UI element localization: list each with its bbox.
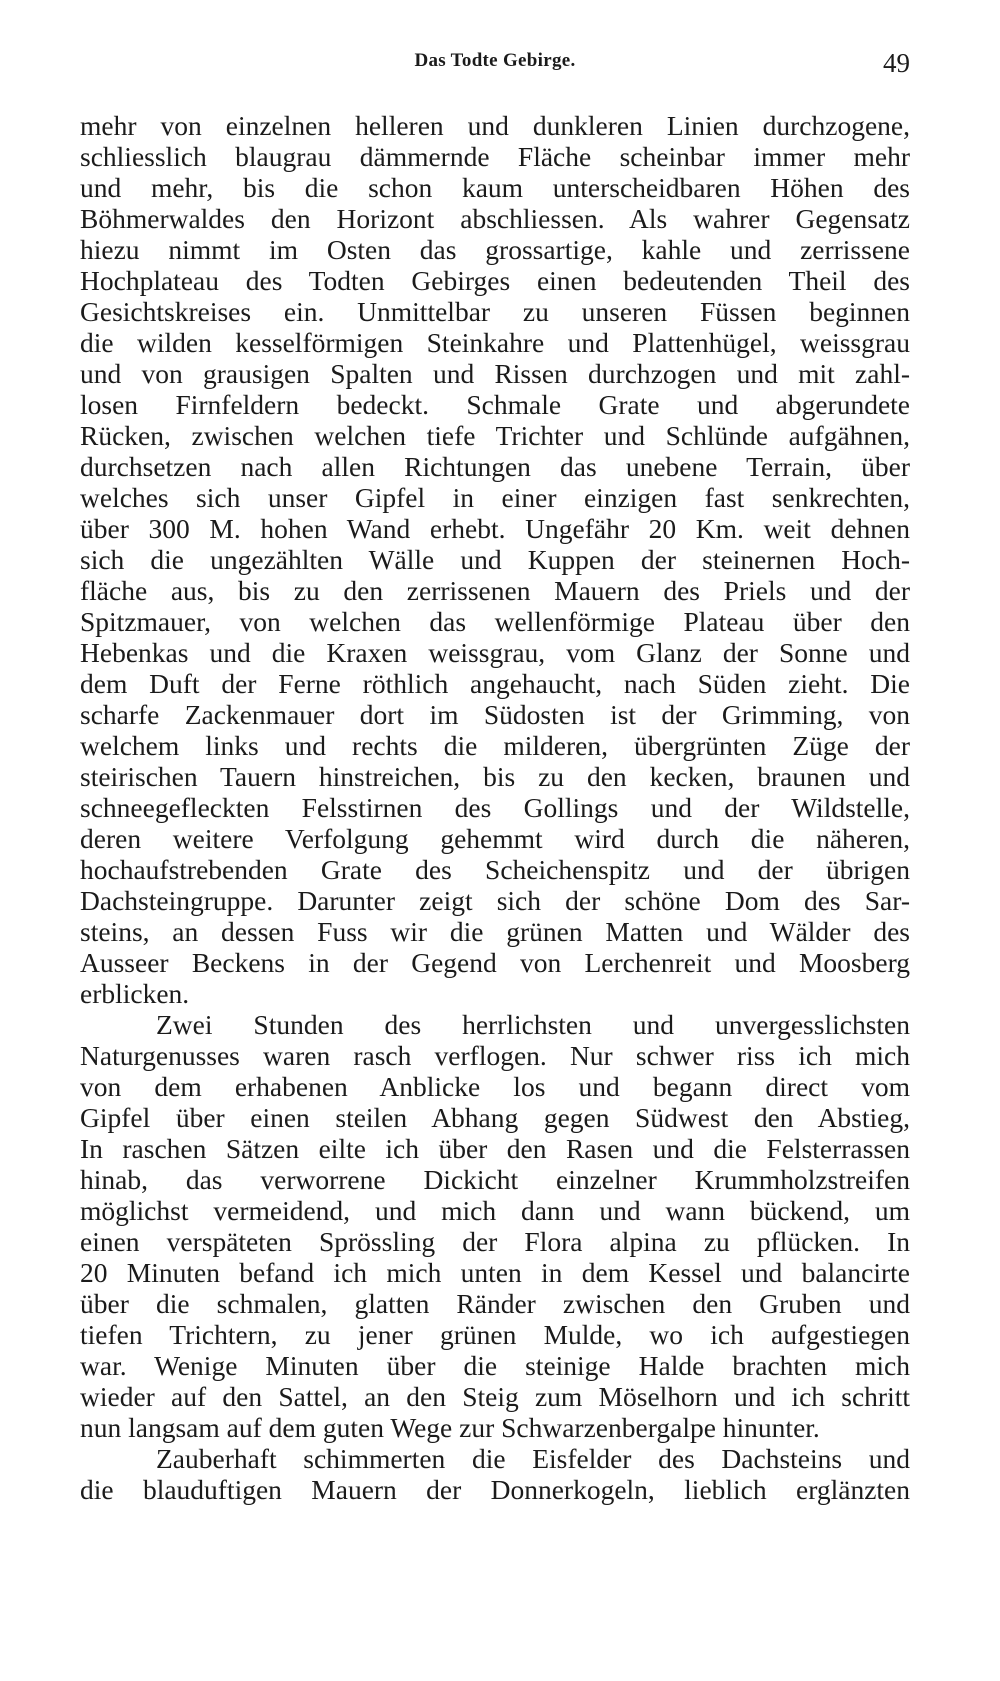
running-title: Das Todte Gebirge. [414, 50, 576, 71]
text-line: und von grausigen Spalten und Rissen durchzogen und mit zahl- [80, 358, 910, 389]
text-line: Naturgenusses waren rasch verflogen. Nur schwer riss ich mich [80, 1040, 910, 1071]
text-line: hiezu nimmt im Osten das grossartige, kahle und zerrissene [80, 234, 910, 265]
text-line: Spitzmauer, von welchen das wellenförmige Plateau über den [80, 606, 910, 637]
text-line: Hochplateau des Todten Gebirges einen bedeutenden Theil des [80, 265, 910, 296]
text-line: Zauberhaft schimmerten die Eisfelder des Dachsteins und [156, 1443, 910, 1474]
text-line: Gesichtskreises ein. Unmittelbar zu unseren Füssen beginnen [80, 296, 910, 327]
text-line: deren weitere Verfolgung gehemmt wird durch die näheren, [80, 823, 910, 854]
text-line: fläche aus, bis zu den zerrissenen Mauern des Priels und der [80, 575, 910, 606]
text-line: mehr von einzelnen helleren und dunkleren Linien durchzogene, [80, 110, 910, 141]
text-line: losen Firnfeldern bedeckt. Schmale Grate und abgerundete [80, 389, 910, 420]
text-line: dem Duft der Ferne röthlich angehaucht, nach Süden zieht. Die [80, 668, 910, 699]
text-line: Rücken, zwischen welchen tiefe Trichter und Schlünde aufgähnen, [80, 420, 910, 451]
text-line: nun langsam auf dem guten Wege zur Schwarzenbergalpe hinunter. [80, 1412, 820, 1443]
text-line: steins, an dessen Fuss wir die grünen Matten und Wälder des [80, 916, 910, 947]
text-line: die wilden kesselförmigen Steinkahre und Plattenhügel, weissgrau [80, 327, 910, 358]
text-line: Hebenkas und die Kraxen weissgrau, vom Glanz der Sonne und [80, 637, 910, 668]
text-line: erblicken. [80, 978, 190, 1009]
body-text [80, 110, 910, 1505]
text-line: steirischen Tauern hinstreichen, bis zu den kecken, braunen und [80, 761, 910, 792]
text-line: über 300 M. hohen Wand erhebt. Ungefähr 20 Km. weit dehnen [80, 513, 910, 544]
text-line: schliesslich blaugrau dämmernde Fläche scheinbar immer mehr [80, 141, 910, 172]
text-line: durchsetzen nach allen Richtungen das unebene Terrain, über [80, 451, 910, 482]
text-line: schneegefleckten Felsstirnen des Gollings und der Wildstelle, [80, 792, 910, 823]
text-line: die blauduftigen Mauern der Donnerkogeln, lieblich erglänzten [80, 1474, 910, 1505]
text-line: In raschen Sätzen eilte ich über den Rasen und die Felsterrassen [80, 1133, 910, 1164]
text-line: Gipfel über einen steilen Abhang gegen Südwest den Abstieg, [80, 1102, 910, 1133]
text-line: möglichst vermeidend, und mich dann und wann bückend, um [80, 1195, 910, 1226]
text-line: 20 Minuten befand ich mich unten in dem Kessel und balancirte [80, 1257, 910, 1288]
text-line: Ausseer Beckens in der Gegend von Lerchenreit und Moosberg [80, 947, 910, 978]
text-line: von dem erhabenen Anblicke los und begann direct vom [80, 1071, 910, 1102]
text-line: war. Wenige Minuten über die steinige Halde brachten mich [80, 1350, 910, 1381]
text-line: und mehr, bis die schon kaum unterscheidbaren Höhen des [80, 172, 910, 203]
text-line: wieder auf den Sattel, an den Steig zum Möselhorn und ich schritt [80, 1381, 910, 1412]
text-line: tiefen Trichtern, zu jener grünen Mulde, wo ich aufgestiegen [80, 1319, 910, 1350]
text-line: welchem links und rechts die milderen, übergrünten Züge der [80, 730, 910, 761]
running-head [80, 50, 910, 84]
text-line: hochaufstrebenden Grate des Scheichenspitz und der übrigen [80, 854, 910, 885]
text-line: welches sich unser Gipfel in einer einzigen fast senkrechten, [80, 482, 910, 513]
text-line: über die schmalen, glatten Ränder zwischen den Gruben und [80, 1288, 910, 1319]
text-line: Böhmerwaldes den Horizont abschliessen. Als wahrer Gegensatz [80, 203, 910, 234]
page-number: 49 [883, 48, 910, 78]
text-line: einen verspäteten Sprössling der Flora alpina zu pflücken. In [80, 1226, 910, 1257]
text-line: sich die ungezählten Wälle und Kuppen der steinernen Hoch- [80, 544, 910, 575]
text-line: hinab, das verworrene Dickicht einzelner Krummholzstreifen [80, 1164, 910, 1195]
text-line: Dachsteingruppe. Darunter zeigt sich der schöne Dom des Sar- [80, 885, 910, 916]
text-line: scharfe Zackenmauer dort im Südosten ist der Grimming, von [80, 699, 910, 730]
text-line: Zwei Stunden des herrlichsten und unvergesslichsten [156, 1009, 910, 1040]
